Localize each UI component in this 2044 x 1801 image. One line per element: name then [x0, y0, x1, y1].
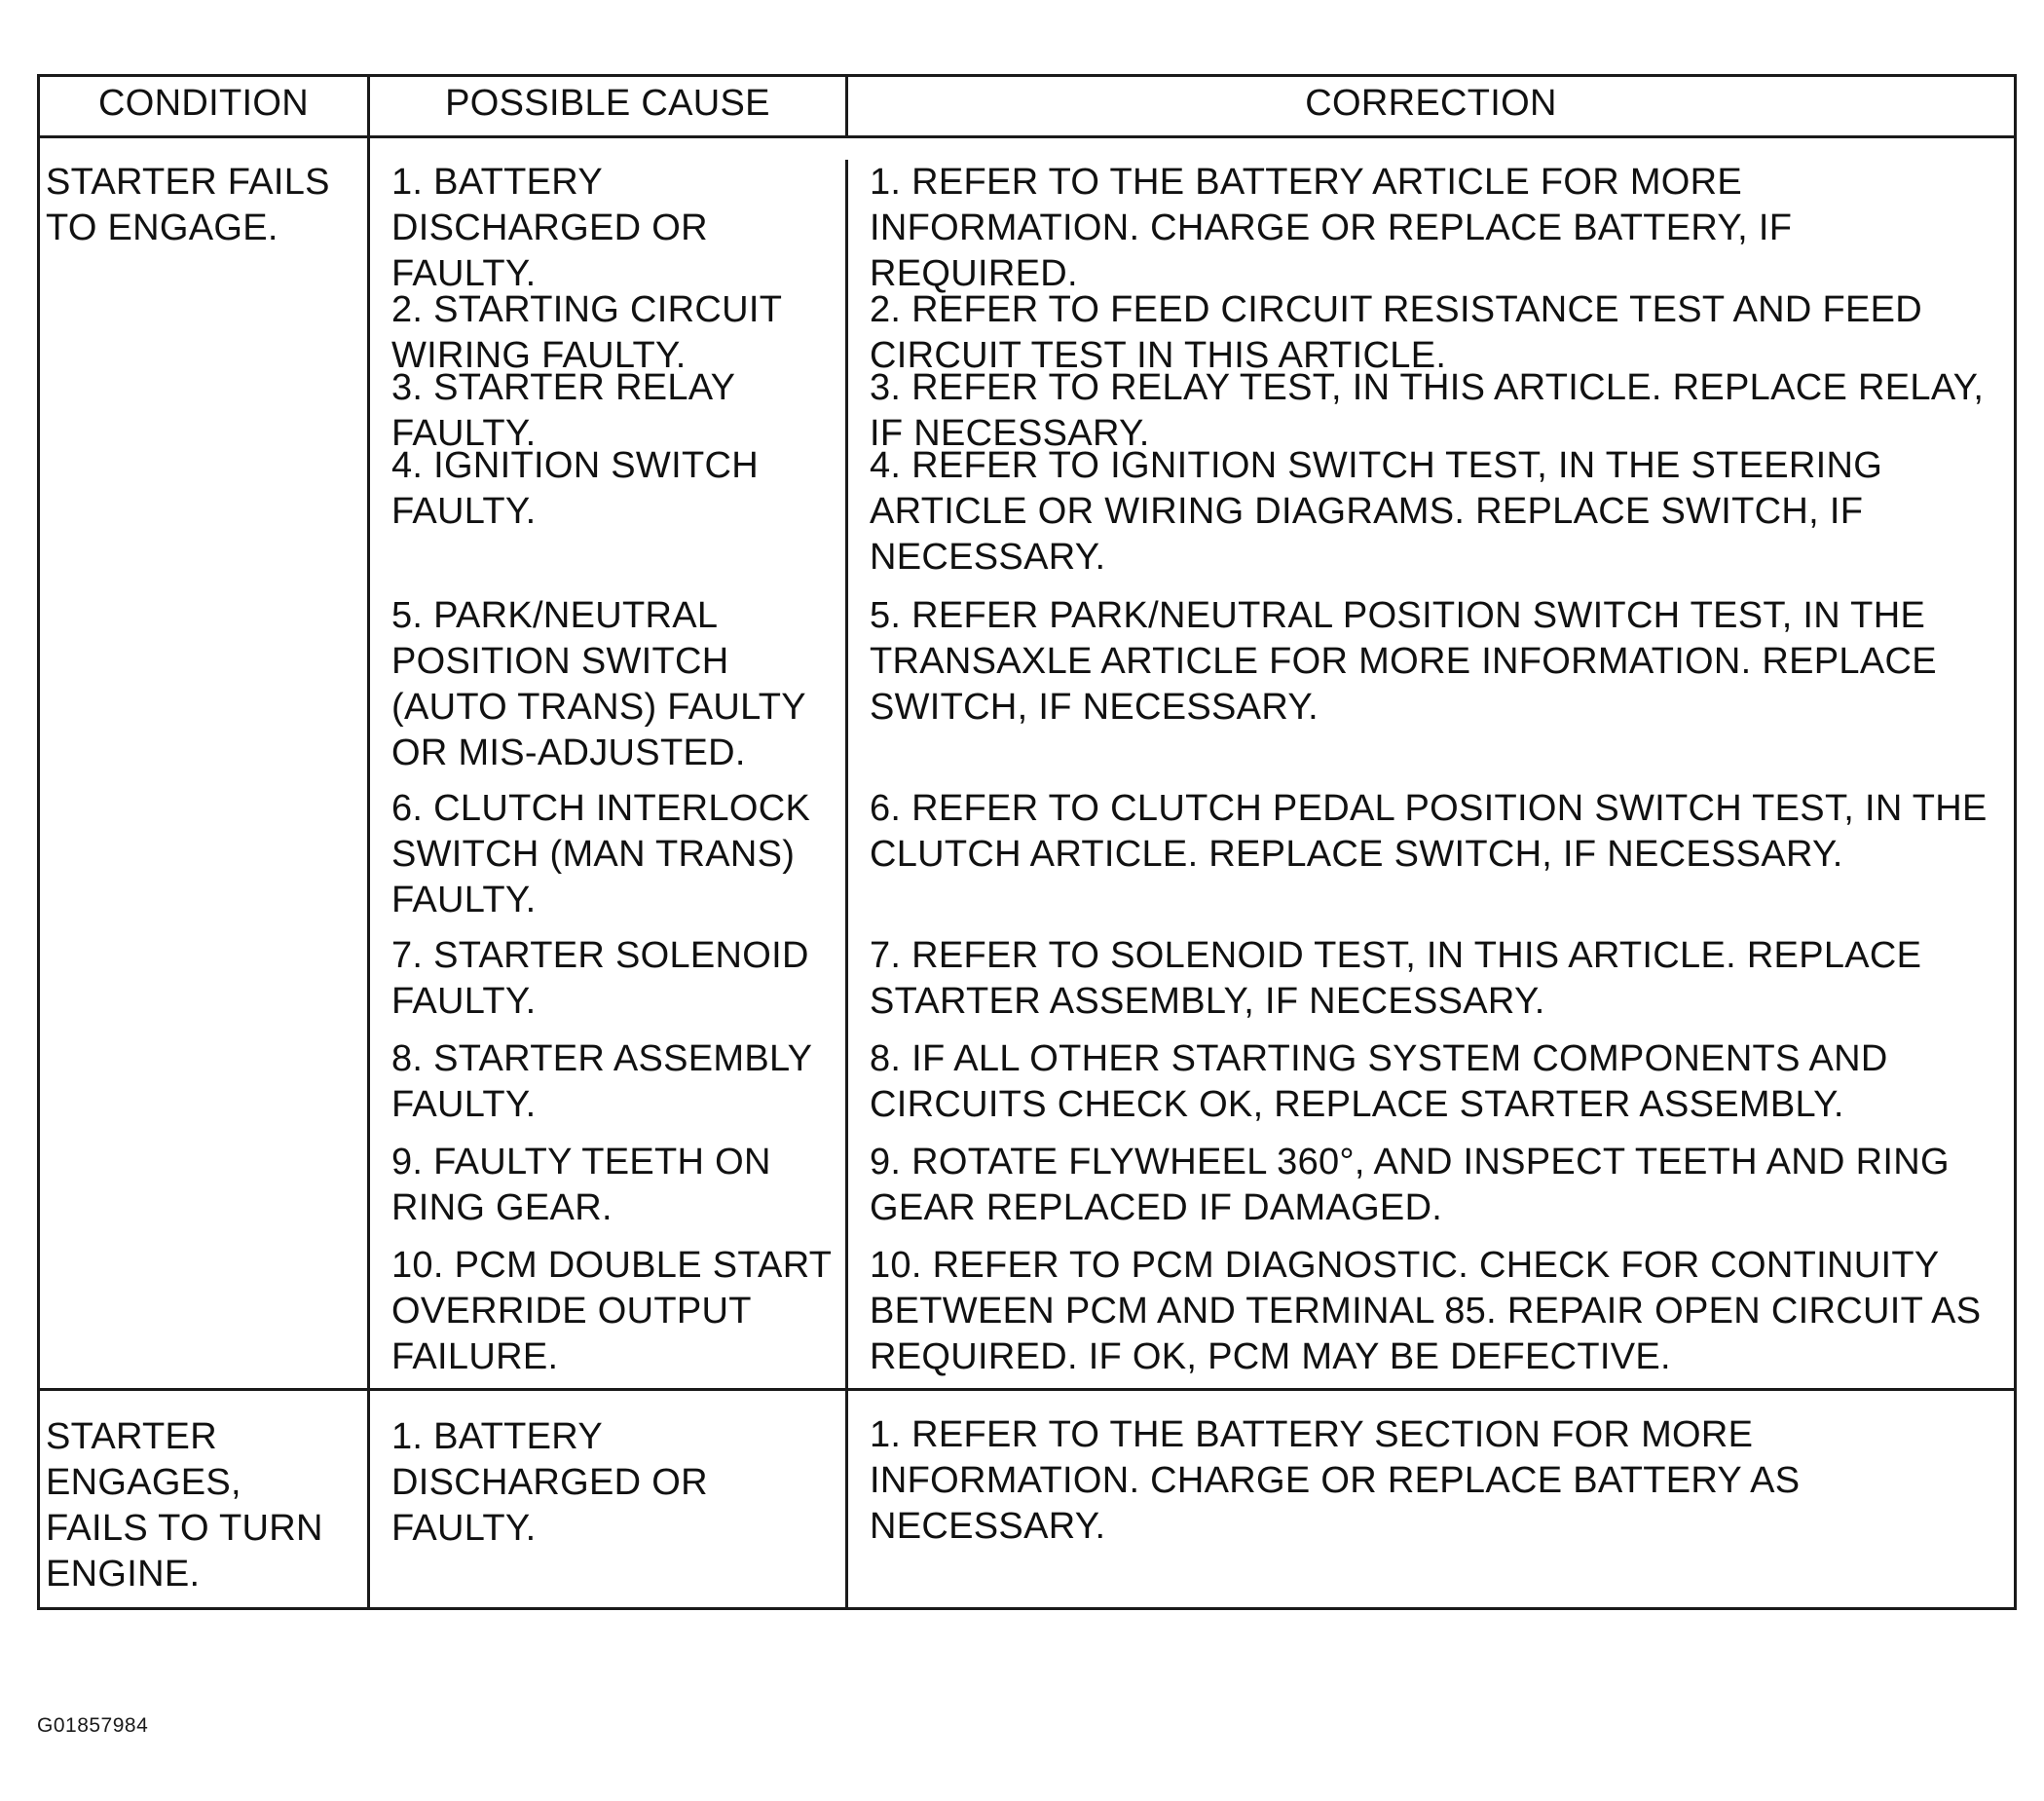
cause-item: 6. CLUTCH INTERLOCK SWITCH (MAN TRANS) FAULTY.	[370, 786, 848, 933]
table-header-row	[39, 76, 2016, 137]
cause-item: 2. STARTING CIRCUIT WIRING FAULTY.	[370, 287, 848, 365]
cause-item: 8. STARTER ASSEMBLY FAULTY.	[370, 1036, 848, 1140]
correction-item: 8. IF ALL OTHER STARTING SYSTEM COMPONENTS AND CIRCUITS CHECK OK, REPLACE STARTER ASSEMBLY.	[870, 1038, 1888, 1125]
condition-text: STARTER ENGAGES, FAILS TO TURN ENGINE.	[46, 1416, 323, 1595]
correction-item: 7. REFER TO SOLENOID TEST, IN THIS ARTICLE. REPLACE STARTER ASSEMBLY, IF NECESSARY.	[870, 935, 1922, 1022]
condition-text: STARTER FAILS TO ENGAGE.	[46, 162, 330, 248]
correction-item: 3. REFER TO RELAY TEST, IN THIS ARTICLE. REPLACE RELAY, IF NECESSARY.	[870, 367, 1985, 454]
cause-item: 1. BATTERY DISCHARGED OR FAULTY.	[370, 160, 848, 287]
condition-cell	[39, 1390, 369, 1609]
cause-item: 9. FAULTY TEETH ON RING GEAR.	[370, 1140, 848, 1243]
cause-cell	[369, 1390, 847, 1609]
correction-cell	[847, 1390, 2016, 1609]
correction-item: 2. REFER TO FEED CIRCUIT RESISTANCE TEST AND FEED CIRCUIT TEST IN THIS ARTICLE.	[870, 289, 1923, 376]
correction-item: 10. REFER TO PCM DIAGNOSTIC. CHECK FOR CONTINUITY BETWEEN PCM AND TERMINAL 85. REPAIR OPEN CIRCUIT AS REQUIRED. IF OK, PCM MAY BE DEFECTIVE.	[870, 1245, 1982, 1377]
cause-item: 3. STARTER RELAY FAULTY.	[370, 365, 848, 443]
cause-item: 7. STARTER SOLENOID FAULTY.	[370, 933, 848, 1036]
header-condition: CONDITION	[39, 76, 369, 137]
troubleshooting-table	[37, 74, 2017, 1610]
cause-item: 5. PARK/NEUTRAL POSITION SWITCH (AUTO TRANS) FAULTY OR MIS-ADJUSTED.	[370, 593, 848, 786]
header-correction: CORRECTION	[847, 76, 2016, 137]
cause-correction-cell	[369, 137, 2016, 1390]
cause-item: 4. IGNITION SWITCH FAULTY.	[370, 443, 848, 593]
correction-item: 5. REFER PARK/NEUTRAL POSITION SWITCH TEST, IN THE TRANSAXLE ARTICLE FOR MORE INFORMATION. REPLACE SWITCH, IF NECESSARY.	[870, 595, 1937, 728]
table-row	[39, 137, 2016, 1390]
condition-cell	[39, 137, 369, 1390]
correction-item: 4. REFER TO IGNITION SWITCH TEST, IN THE STEERING ARTICLE OR WIRING DIAGRAMS. REPLACE SWITCH, IF NECESSARY.	[870, 445, 1883, 578]
correction-item: 1. REFER TO THE BATTERY ARTICLE FOR MORE INFORMATION. CHARGE OR REPLACE BATTERY, IF REQUIRED.	[870, 162, 1793, 294]
correction-item: 9. ROTATE FLYWHEEL 360°, AND INSPECT TEETH AND RING GEAR REPLACED IF DAMAGED.	[870, 1142, 1950, 1228]
correction-item: 6. REFER TO CLUTCH PEDAL POSITION SWITCH TEST, IN THE CLUTCH ARTICLE. REPLACE SWITCH, IF NECESSARY.	[870, 788, 1988, 875]
cause-correction-list	[370, 138, 2014, 1388]
cause-item: 1. BATTERY DISCHARGED OR FAULTY.	[391, 1416, 708, 1549]
header-possible-cause: POSSIBLE CAUSE	[369, 76, 847, 137]
cause-item: 10. PCM DOUBLE START OVERRIDE OUTPUT FAILURE.	[370, 1243, 848, 1388]
table-row	[39, 1390, 2016, 1609]
figure-id-label: G01857984	[37, 1714, 149, 1737]
correction-item: 1. REFER TO THE BATTERY SECTION FOR MORE INFORMATION. CHARGE OR REPLACE BATTERY AS NECESSARY.	[870, 1414, 1801, 1547]
